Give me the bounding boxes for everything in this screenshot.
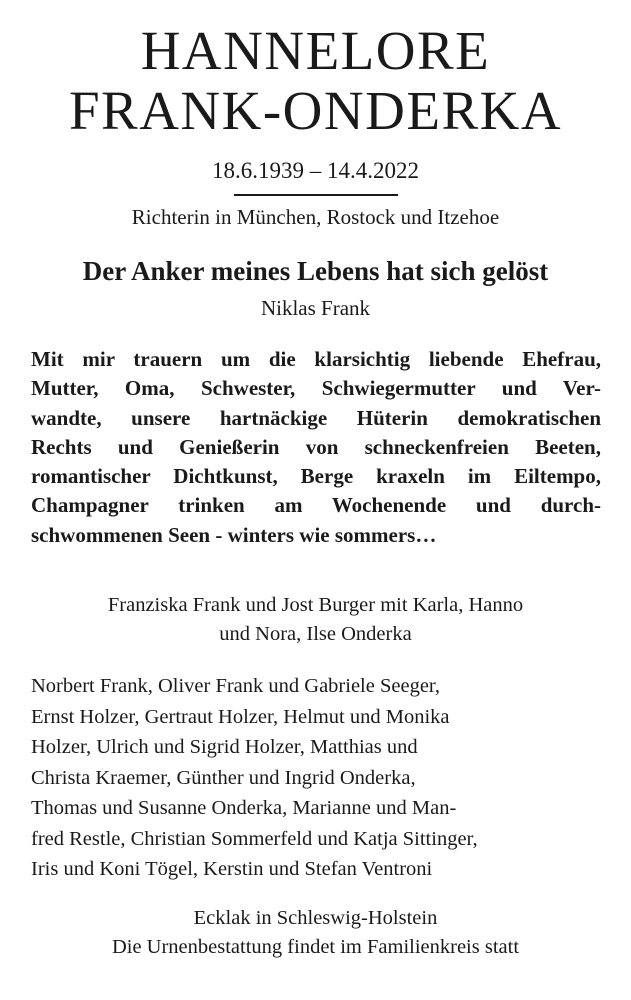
funeral-info	[0, 904, 631, 962]
profession-line: Richterin in München, Rostock und Itzehoe	[131, 205, 500, 229]
mourning-text-line: schwommenen Seen - winters wie sommers…	[31, 522, 437, 547]
mourning-text-line: Rechts und Genießerin von schneckenfreien Beeten,	[31, 434, 601, 459]
mourning-text-line: Mutter, Oma, Schwester, Schwiegermutter und Ver-	[31, 376, 601, 401]
motto-quote: Der Anker meines Lebens hat sich gelöst	[82, 256, 549, 286]
mourning-text-line: romantischer Dichtkunst, Berge kraxeln im Eiltempo,	[31, 464, 601, 489]
family-line: Christa Kraemer, Günther und Ingrid Onderka,	[31, 766, 416, 789]
family-line: Iris und Koni Tögel, Kerstin und Stefan Ventroni	[31, 858, 433, 880]
immediate-family	[0, 591, 631, 649]
divider-rule	[234, 194, 398, 196]
mourning-text-line: Mit mir trauern um die klarsichtig liebende Ehefrau,	[31, 347, 601, 371]
deceased-name-last: FRANK-ONDERKA	[68, 80, 563, 141]
mourning-text	[31, 345, 601, 550]
family-line: Norbert Frank, Oliver Frank und Gabriele Seeger,	[31, 675, 441, 697]
place-line: Ecklak in Schleswig-Holstein	[193, 907, 438, 929]
motto-author: Niklas Frank	[260, 296, 371, 320]
deceased-name-first: HANNELORE	[140, 20, 491, 81]
family-line: Thomas und Susanne Onderka, Marianne und Man-	[31, 797, 457, 819]
mourning-text-line: Champagner trinken am Wochenende und durch-	[31, 493, 601, 518]
family-line: und Nora, Ilse Onderka	[219, 623, 412, 645]
family-line: fred Restle, Christian Sommerfeld und Katja Sittinger,	[31, 827, 478, 850]
family-line: Ernst Holzer, Gertraut Holzer, Helmut und Monika	[31, 705, 450, 728]
family-line: Holzer, Ulrich und Sigrid Holzer, Matthias und	[31, 736, 418, 758]
extended-family	[31, 671, 606, 885]
mourning-text-line: wandte, unsere hartnäckige Hüterin demokratischen	[31, 405, 601, 430]
family-line: Franziska Frank und Jost Burger mit Karla, Hanno	[107, 594, 524, 616]
burial-line: Die Urnenbestattung findet im Familienkreis statt	[111, 936, 520, 958]
life-dates: 18.6.1939 – 14.4.2022	[212, 158, 419, 183]
